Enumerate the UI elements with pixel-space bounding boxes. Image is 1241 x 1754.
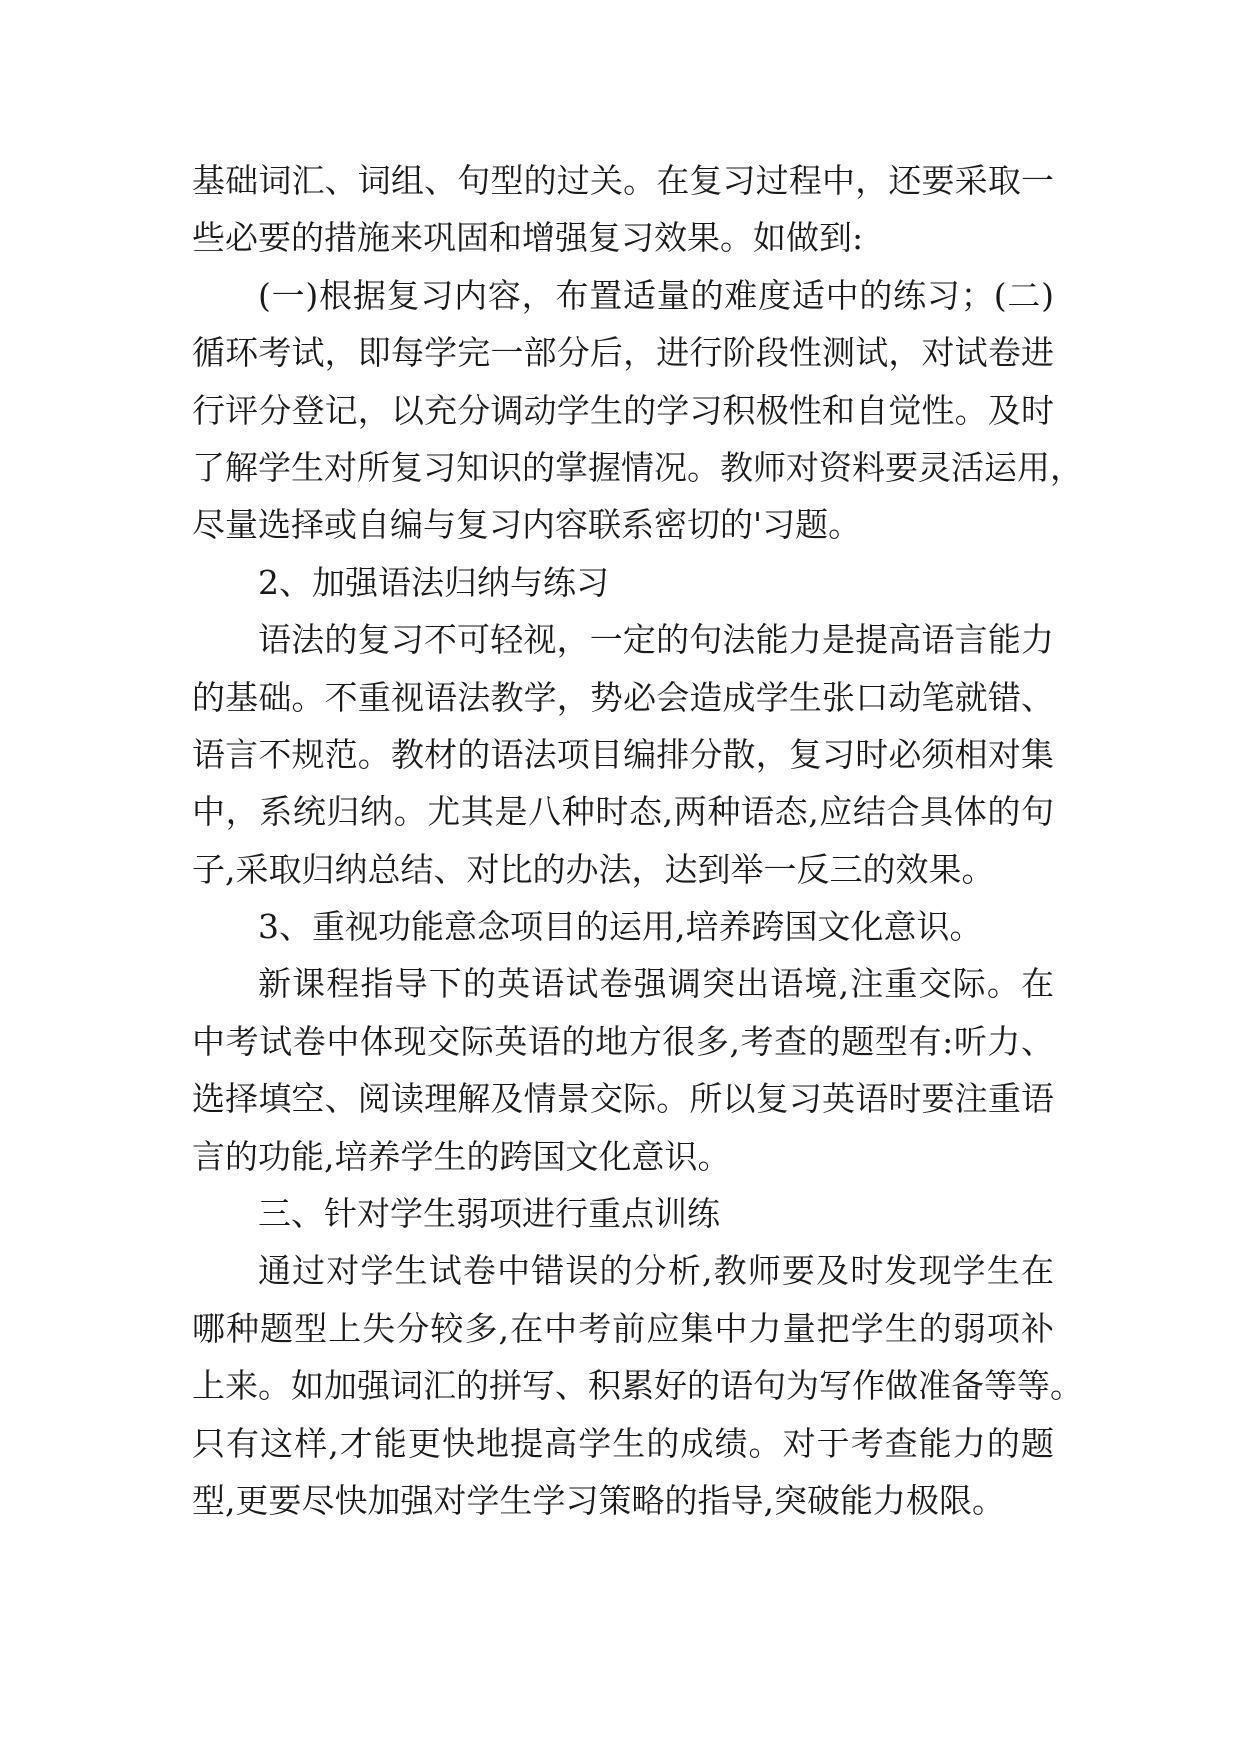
text-line: 只有这样,才能更快地提高学生的成绩。对于考查能力的题 xyxy=(192,1423,1054,1463)
text-line: 了解学生对所复习知识的掌握情况。教师对资料要灵活运用， xyxy=(192,447,1083,487)
text-line: 子,采取归纳总结、对比的办法，达到举一反三的效果。 xyxy=(192,849,995,889)
document-body xyxy=(192,152,1083,1529)
text-line: 行评分登记，以充分调动学生的学习积极性和自觉性。及时 xyxy=(192,390,1054,430)
text-line: 哪种题型上失分较多,在中考前应集中力量把学生的弱项补 xyxy=(192,1308,1054,1348)
text-line: 选择填空、阅读理解及情景交际。所以复习英语时要注重语 xyxy=(192,1079,1054,1119)
text-line: 上来。如加强词汇的拼写、积累好的语句为写作做准备等等。 xyxy=(192,1366,1083,1406)
document-page xyxy=(192,152,1083,1529)
paragraph-first-line: 三、针对学生弱项进行重点训练 xyxy=(258,1194,720,1234)
text-line: 基础词汇、词组、句型的过关。在复习过程中，还要采取一 xyxy=(192,161,1054,200)
text-line: 中考试卷中体现交际英语的地方很多,考查的题型有:听力、 xyxy=(192,1021,1054,1061)
paragraph-first-line: (一)根据复习内容，布置适量的难度适中的练习；(二) xyxy=(258,275,1054,315)
paragraph-first-line: 语法的复习不可轻视，一定的句法能力是提高语言能力 xyxy=(258,620,1054,660)
text-line: 言的功能,培养学生的跨国文化意识。 xyxy=(192,1136,731,1176)
text-line: 些必要的措施来巩固和增强复习效果。如做到: xyxy=(192,218,864,258)
text-line: 尽量选择或自编与复习内容联系密切的'习题。 xyxy=(192,505,862,545)
text-line: 的基础。不重视语法教学，势必会造成学生张口动笔就错、 xyxy=(192,677,1054,717)
text-line: 循环考试，即每学完一部分后，进行阶段性测试，对试卷进 xyxy=(192,333,1054,373)
text-line: 中，系统归纳。尤其是八种时态,两种语态,应结合具体的句 xyxy=(192,792,1054,832)
text-line: 型,更要尽快加强对学生学习策略的指导,突破能力极限。 xyxy=(192,1480,1005,1520)
paragraph-first-line: 新课程指导下的英语试卷强调突出语境,注重交际。在 xyxy=(258,964,1054,1004)
text-line: 语言不规范。教材的语法项目编排分散，复习时必须相对集 xyxy=(192,734,1054,774)
paragraph-first-line: 3、重视功能意念项目的运用,培养跨国文化意识。 xyxy=(258,907,983,947)
paragraph-first-line: 通过对学生试卷中错误的分析,教师要及时发现学生在 xyxy=(258,1251,1054,1291)
paragraph-first-line: 2、加强语法归纳与练习 xyxy=(258,562,609,602)
